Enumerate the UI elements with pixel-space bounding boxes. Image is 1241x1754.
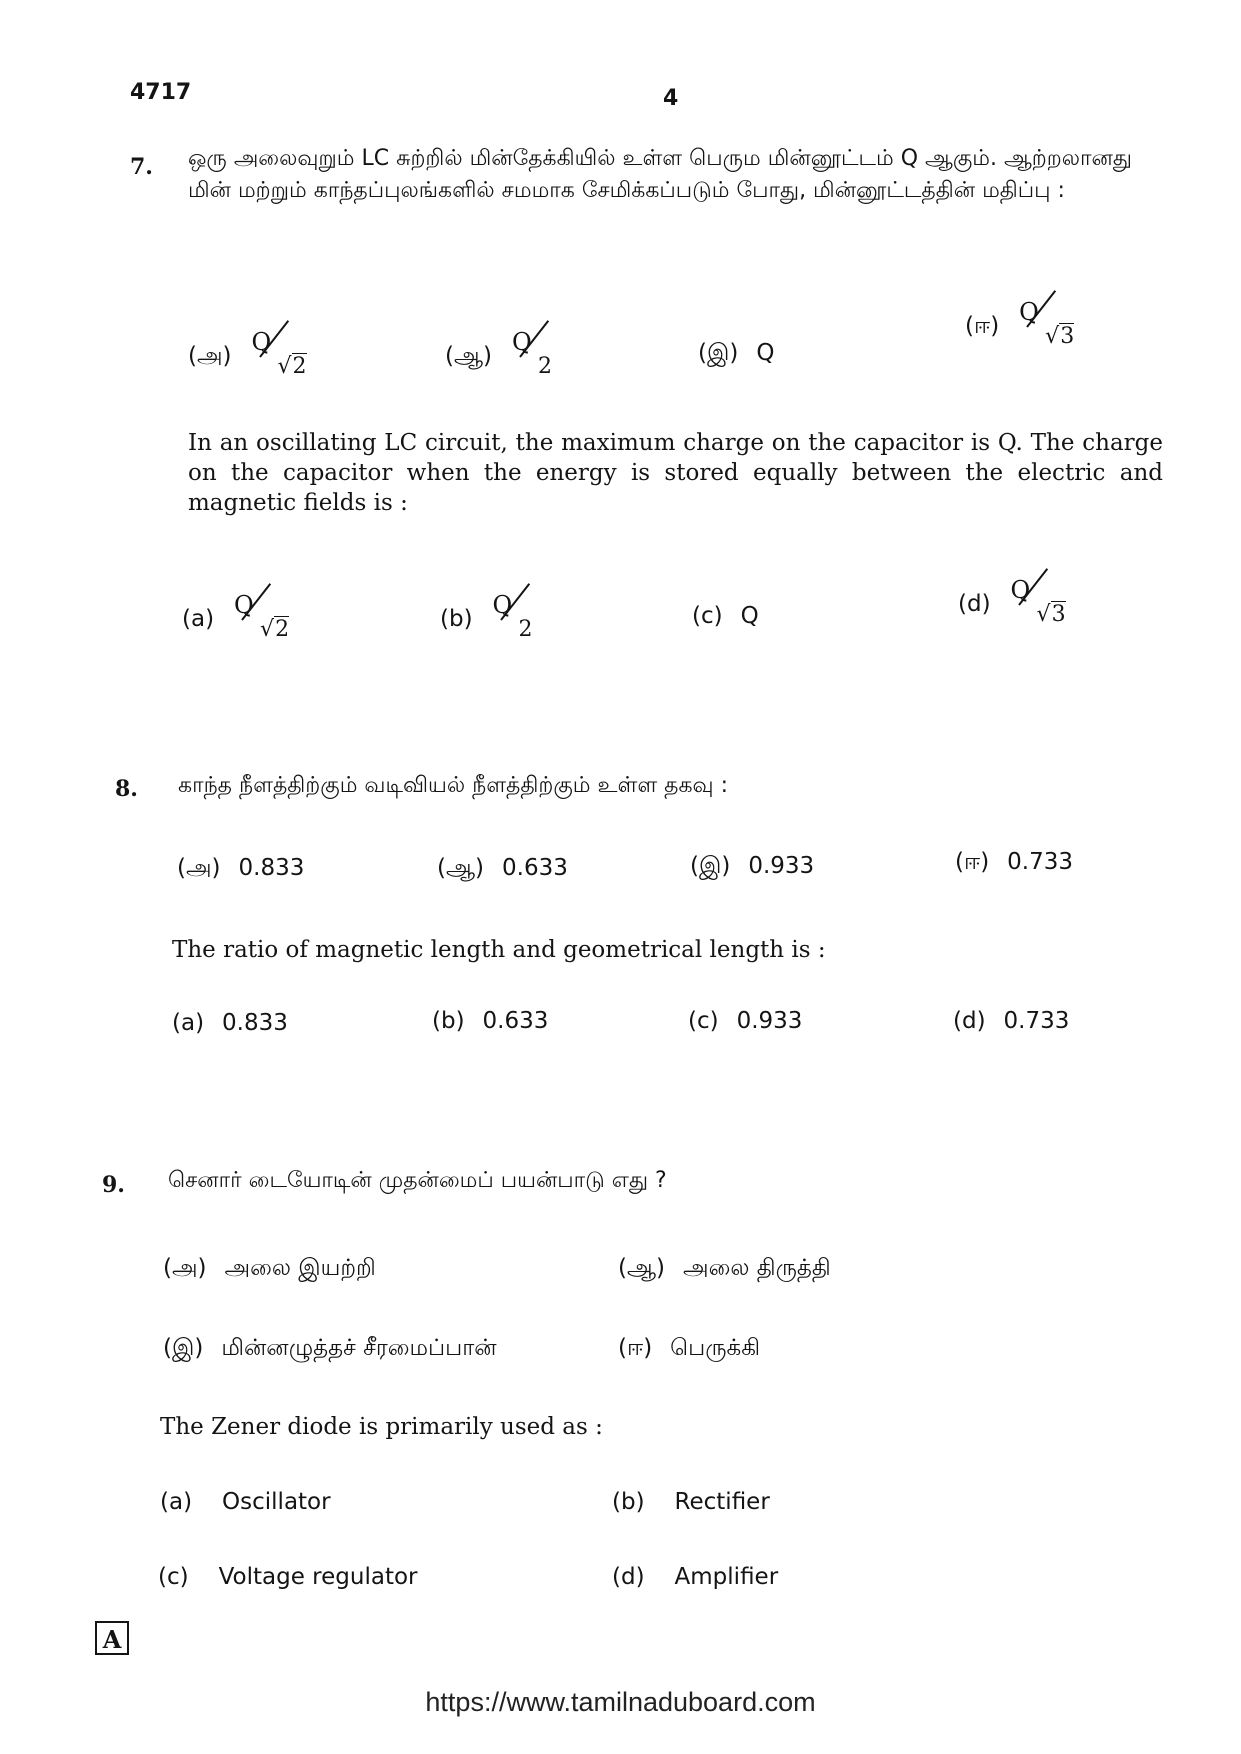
option-label: (b) [612,1489,645,1515]
paper-code: 4717 [130,80,192,105]
option-label: (d) [953,1008,986,1034]
fraction-numerator: Q [492,591,513,619]
question-number: 7. [130,154,153,180]
question-text-english: The ratio of magnetic length and geometrical length is : [172,937,826,963]
fraction-denominator: 3 [1051,602,1066,627]
option-value: Q [756,340,775,366]
option-english-a [160,1487,331,1517]
fraction-numerator: Q [234,591,254,619]
option-value: Oscillator [222,1489,331,1515]
option-value: பெருக்கி [670,1335,761,1361]
option-label: (அ) [163,1255,207,1281]
option-english-b [612,1487,770,1517]
option-value: 0.733 [1007,849,1074,875]
question-text-tamil: காந்த நீளத்திற்கும் வடிவியல் நீளத்திற்கும் உள்ள தகவு : [178,773,729,798]
option-english-c [158,1562,418,1592]
option-english-d [953,1008,1069,1034]
option-label: (c) [688,1008,719,1034]
option-value: Q [740,603,759,629]
option-label: (c) [692,603,723,629]
question-text-english: The Zener diode is primarily used as : [160,1414,603,1440]
option-label: (ஈ) [955,849,990,875]
option-tamil-a [188,330,318,382]
fraction-denominator: 2 [518,617,533,642]
fraction-q-root3 [1009,578,1077,630]
sqrt-symbol: √ [1045,324,1060,349]
fraction-denominator: 2 [538,354,553,379]
fraction-q-2 [491,593,559,645]
option-label: (d) [958,590,991,617]
option-value: மின்னழுத்தச் சீரமைப்பான் [221,1335,497,1361]
sqrt-symbol: √ [260,617,275,642]
question-number: 9. [102,1172,125,1198]
fraction-numerator: Q [1019,298,1039,326]
option-value: அலை இயற்றி [224,1255,376,1281]
option-value: 0.833 [222,1010,288,1036]
option-value: 0.933 [748,853,815,879]
option-label: (a) [172,1010,205,1036]
sqrt-symbol: √ [1036,602,1051,627]
option-label: (a) [160,1489,193,1515]
footer-url[interactable]: https://www.tamilnaduboard.com [425,1687,816,1717]
option-tamil-b [618,1255,831,1284]
option-english-d [612,1562,778,1592]
fraction-numerator: Q [512,328,532,356]
option-label: (இ) [163,1335,204,1361]
question-text-tamil: ஒரு அலைவுறும் LC சுற்றில் மின்தேக்கியில் உள்ள பெரும மின்னூட்டம் Q ஆகும். ஆற்றலானது மின் மற்றும் காந்தப்புலங்களில் சமமாக சேமிக்கப்படும் போது, மின்னூட்டத்தின் மதிப்பு : [188,146,1132,203]
option-value: Voltage regulator [218,1564,418,1590]
option-label: (b) [432,1008,465,1034]
option-english-b [432,1008,548,1034]
question-text-english: In an oscillating LC circuit, the maximum charge on the capacitor is Q. The charge on the capacitor when the energy is stored equally between the electric and magnetic fields is : [188,430,1163,516]
option-english-c [688,1008,802,1034]
option-tamil-b [445,330,578,382]
option-english-a [182,593,300,645]
fraction-numerator: Q [1010,576,1031,604]
option-value: 0.633 [502,855,568,881]
option-label: (அ) [188,342,232,369]
option-tamil-b [437,855,568,884]
option-label: (c) [158,1564,189,1590]
option-value: 0.633 [482,1008,549,1034]
option-label: (b) [440,605,473,632]
option-tamil-d [618,1335,760,1364]
option-label: (அ) [177,855,221,881]
fraction-denominator: 2 [292,354,307,379]
option-tamil-d [955,849,1073,878]
option-label: (இ) [698,340,739,366]
fraction-denominator: 2 [275,617,290,642]
option-label: (d) [612,1564,645,1590]
option-english-b [440,593,559,645]
option-value: 0.733 [1003,1008,1070,1034]
question-number: 8. [115,776,138,802]
option-label: (ஈ) [965,312,1000,339]
option-tamil-c [163,1335,497,1364]
option-label: (a) [182,605,215,632]
option-english-a [172,1010,288,1036]
fraction-q-root2 [250,330,318,382]
option-label: (ஆ) [618,1255,666,1281]
fraction-denominator: 3 [1060,324,1075,349]
question-text-tamil: செனார் டையோடின் முதன்மைப் பயன்பாடு எது ? [168,1168,667,1193]
option-label: (ஈ) [618,1335,653,1361]
option-value: Rectifier [674,1489,770,1515]
option-value: 0.833 [238,855,305,881]
option-value: 0.933 [736,1008,803,1034]
option-english-c [692,603,759,629]
option-tamil-a [163,1255,376,1284]
option-tamil-d [965,300,1085,352]
option-label: (இ) [690,853,731,879]
option-label: (ஆ) [437,855,485,881]
fraction-q-2 [510,330,578,382]
option-tamil-c [698,340,774,369]
option-tamil-a [177,855,304,884]
option-tamil-c [690,853,814,882]
option-value: Amplifier [674,1564,779,1590]
fraction-q-root2 [232,593,300,645]
option-value: அலை திருத்தி [683,1255,831,1281]
page-number: 4 [663,86,679,111]
option-label: (ஆ) [445,342,493,369]
series-mark-box: A [95,1621,129,1655]
sqrt-symbol: √ [277,354,292,379]
option-english-d [958,578,1077,630]
fraction-q-root3 [1017,300,1085,352]
fraction-numerator: Q [251,328,272,356]
